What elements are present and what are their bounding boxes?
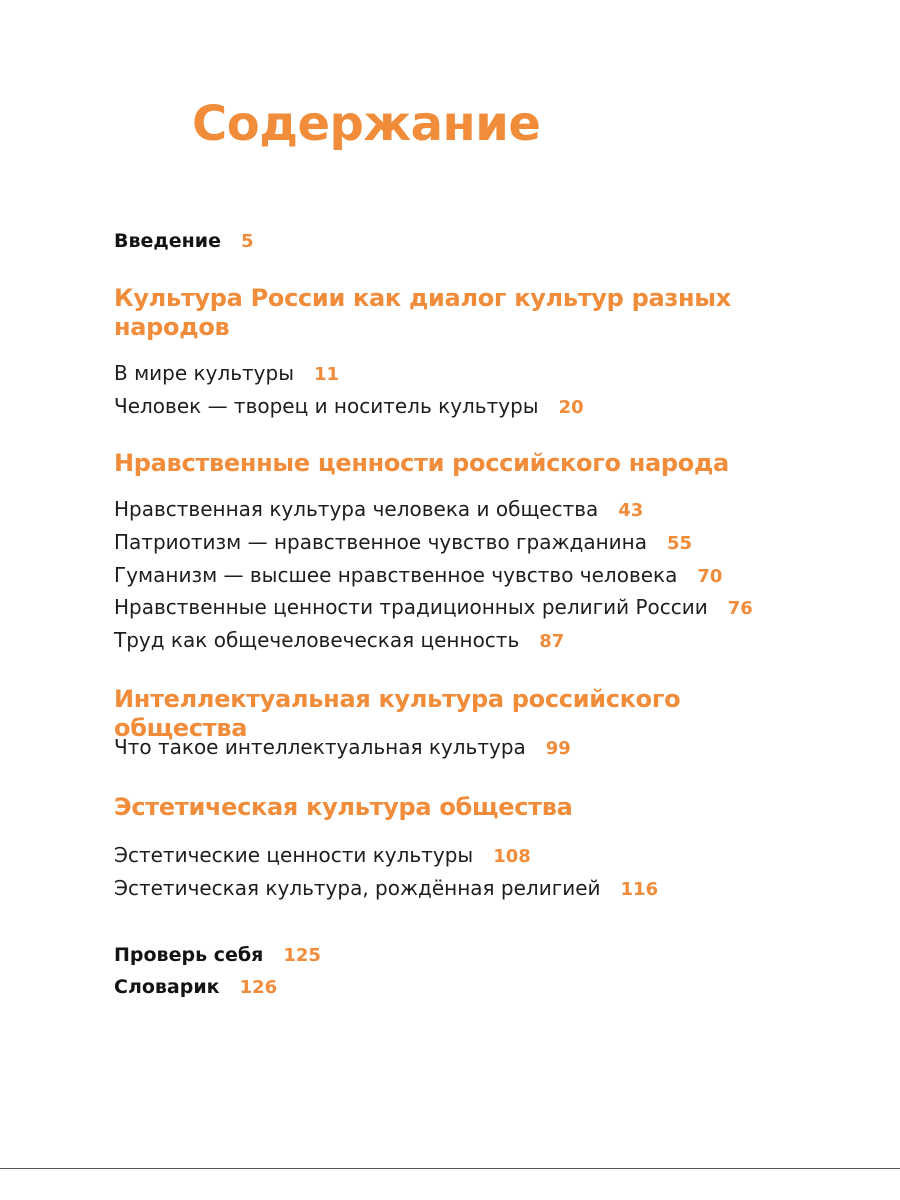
toc-page-number: 108 <box>493 846 531 867</box>
section-heading-intellectual-culture[interactable]: Интеллектуальная культура российского общества <box>114 685 681 742</box>
toc-entry-label: Введение <box>114 230 221 252</box>
toc-entry-label: Что такое интеллектуальная культура <box>114 735 526 759</box>
toc-entry-self-check[interactable] <box>114 943 321 968</box>
toc-page-number: 55 <box>667 533 693 554</box>
toc-entry-label: В мире культуры <box>114 361 294 385</box>
toc-page-number: 99 <box>545 738 571 759</box>
section-heading-moral-values[interactable]: Нравственные ценности российского народа <box>114 449 729 477</box>
section-heading-culture-dialogue[interactable]: Культура России как диалог культур разных народов <box>114 284 731 341</box>
toc-entry-label: Труд как общечеловеческая ценность <box>114 628 520 652</box>
toc-entry[interactable] <box>114 497 643 523</box>
toc-entry-label: Нравственные ценности традиционных религий России <box>114 595 708 619</box>
toc-entry[interactable] <box>114 876 658 902</box>
toc-entry[interactable] <box>114 361 339 387</box>
toc-page-number: 76 <box>727 598 753 619</box>
toc-page-number: 125 <box>283 945 321 966</box>
section-heading-aesthetic-culture[interactable]: Эстетическая культура общества <box>114 793 573 821</box>
toc-entry[interactable] <box>114 394 584 420</box>
toc-entry[interactable] <box>114 735 571 761</box>
toc-entry-label: Нравственная культура человека и общества <box>114 497 599 521</box>
toc-entry-label: Эстетическая культура, рождённая религией <box>114 876 601 900</box>
toc-entry[interactable] <box>114 595 753 621</box>
toc-page-number: 5 <box>240 231 254 252</box>
page-bottom-rule <box>0 1168 900 1169</box>
toc-entry-label: Проверь себя <box>114 944 264 966</box>
page-title: Содержание <box>192 96 541 152</box>
toc-entry-label: Патриотизм — нравственное чувство гражданина <box>114 530 647 554</box>
toc-entry-label: Человек — творец и носитель культуры <box>114 394 539 418</box>
toc-entry-label: Эстетические ценности культуры <box>114 843 474 867</box>
toc-page-number: 126 <box>239 977 278 998</box>
toc-page-number: 87 <box>539 631 565 652</box>
toc-entry[interactable] <box>114 563 722 589</box>
toc-entry-label: Гуманизм — высшее нравственное чувство человека <box>114 563 678 587</box>
toc-entry-label: Словарик <box>114 976 220 998</box>
toc-page-number: 70 <box>697 566 723 587</box>
toc-page-number: 20 <box>558 397 584 418</box>
toc-entry-glossary[interactable] <box>114 975 277 1000</box>
toc-page-number: 43 <box>618 500 644 521</box>
toc-entry[interactable] <box>114 628 564 654</box>
toc-entry[interactable] <box>114 843 531 869</box>
toc-page-number: 11 <box>313 364 340 385</box>
toc-entry-intro[interactable] <box>114 229 253 254</box>
toc-page-number: 116 <box>620 879 659 900</box>
toc-entry[interactable] <box>114 530 692 556</box>
